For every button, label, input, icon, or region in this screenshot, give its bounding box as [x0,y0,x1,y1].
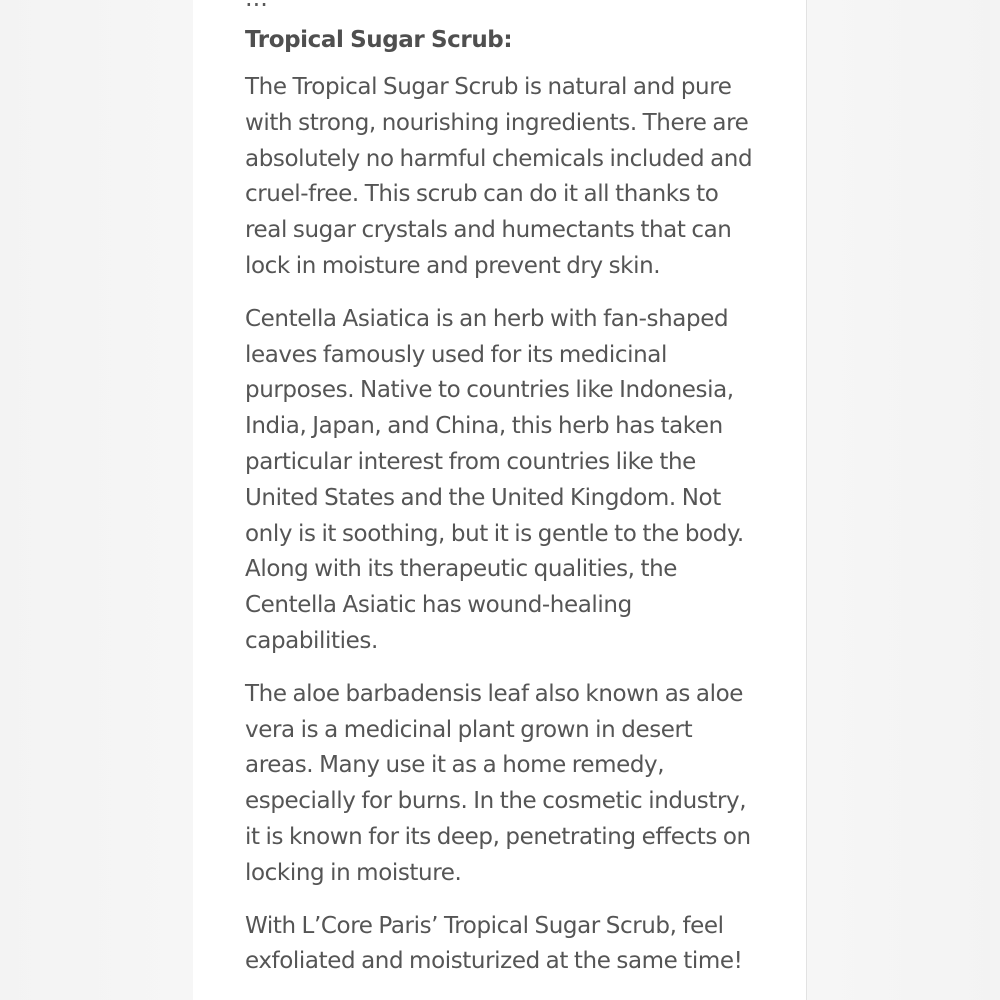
section-heading: Tropical Sugar Scrub: [245,27,513,53]
background-left [0,0,193,1000]
content-panel [193,0,807,1000]
background-right [808,0,1000,1000]
paragraph-intro: The Tropical Sugar Scrub is natural and pure with strong, nourishing ingredients. There are absolutely no harmful chemicals included and cruel-free. This scrub can do it all thanks to real sugar crystals and humectants that can lock in moisture and prevent dry skin. [245,74,753,279]
clipped-previous-text [245,0,268,10]
paragraph-centella: Centella Asiatica is an herb with fan-shaped leaves famously used for its medicinal purposes. Native to countries like Indonesia, India, Japan, and China, this herb has taken particular interest from countries like the United States and the United Kingdom. Not only is it soothing, but it is gentle to the body. Along with its therapeutic qualities, the Centella Asiatic has wound-healing capabilities. [245,305,744,654]
article-body [245,24,765,997]
paragraph-closing: With L’Core Paris’ Tropical Sugar Scrub, feel exfoliated and moisturized at the same time! [245,912,743,975]
paragraph-aloe: The aloe barbadensis leaf also known as aloe vera is a medicinal plant grown in desert areas. Many use it as a home remedy, especially for burns. In the cosmetic industry, it is known for its deep, penetrating effects on locking in moisture. [245,680,751,886]
